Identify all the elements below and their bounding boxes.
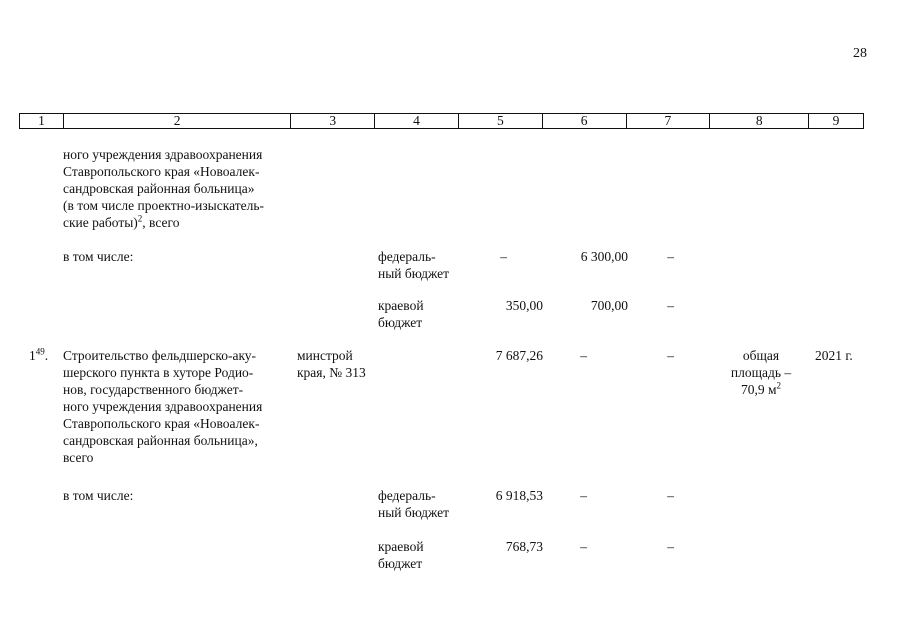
row2-kr-col6: – <box>580 539 587 554</box>
row2-incl-label: в том числе: <box>63 488 134 503</box>
row1-fed-col5: – <box>500 249 507 264</box>
row2-col9: 2021 г. <box>815 348 853 363</box>
row2-col8: общая <box>742 348 780 363</box>
row1-desc-line: сандровская районная больница» <box>63 181 255 196</box>
header-col-7: 7 <box>627 114 711 128</box>
row1-desc-line: ного учреждения здравоохранения <box>63 147 263 162</box>
row1-kr-col6: 700,00 <box>590 298 628 313</box>
row2-col8: 70,9 $м^2$ <box>740 380 782 397</box>
row2-kr-col7: – <box>667 539 674 554</box>
page-number: 28 <box>853 46 867 61</box>
row2-desc-line: всего <box>63 450 94 465</box>
row1-kr-col7: – <box>667 298 674 313</box>
row2-customer: края, № 313 <box>297 365 366 380</box>
row2-desc-line: Строительство фельдшерско-аку- <box>63 348 257 363</box>
row2-col7: – <box>667 348 674 363</box>
row2-fed-col7: – <box>667 488 674 503</box>
row2-fed-col5: 6 918,53 <box>495 488 543 503</box>
row1-fed-label: федераль- <box>378 249 436 264</box>
header-col-8: 8 <box>710 114 809 128</box>
header-col-1: 1 <box>20 114 64 128</box>
row1-kr-col5: 350,00 <box>505 298 543 313</box>
row2-fed-label: ный бюджет <box>378 505 450 520</box>
row1-desc-line: ские работы)$^2$, всего <box>63 213 180 230</box>
row2-kr-col5: 768,73 <box>505 539 543 554</box>
row2-desc-line: нов, государственного бюджет- <box>63 382 244 397</box>
row2-number: $1^{49}$. <box>29 346 49 363</box>
row1-desc-line: (в том числе проектно-изыскатель- <box>63 198 265 213</box>
row1-incl-label: в том числе: <box>63 249 134 264</box>
table-header-row <box>19 113 864 129</box>
row2-desc-line: Ставропольского края «Новоалек- <box>63 416 260 431</box>
header-col-4: 4 <box>375 114 459 128</box>
row2-col6: – <box>580 348 587 363</box>
header-col-9: 9 <box>832 113 840 128</box>
row2-customer: минстрой <box>297 348 353 363</box>
row2-kr-label: бюджет <box>378 556 423 571</box>
row1-desc-line: Ставропольского края «Новоалек- <box>63 164 260 179</box>
row1-fed-col7: – <box>667 249 674 264</box>
header-col-6: 6 <box>543 114 627 128</box>
header-col-5: 5 <box>459 114 543 128</box>
row2-fed-label: федераль- <box>378 488 436 503</box>
row1-fed-label: ный бюджет <box>378 266 450 281</box>
row2-col5: 7 687,26 <box>495 348 543 363</box>
row2-kr-label: краевой <box>378 539 424 554</box>
row1-fed-col6: 6 300,00 <box>580 249 628 264</box>
row1-kr-label: бюджет <box>378 315 423 330</box>
header-col-2: 2 <box>64 114 291 128</box>
row2-desc-line: шерского пункта в хуторе Родио- <box>63 365 254 380</box>
row2-desc-line: сандровская районная больница», <box>63 433 258 448</box>
row2-fed-col6: – <box>580 488 587 503</box>
header-col-3: 3 <box>291 114 375 128</box>
row2-col8: площадь – <box>730 365 792 380</box>
row2-desc-line: ного учреждения здравоохранения <box>63 399 263 414</box>
row1-kr-label: краевой <box>378 298 424 313</box>
